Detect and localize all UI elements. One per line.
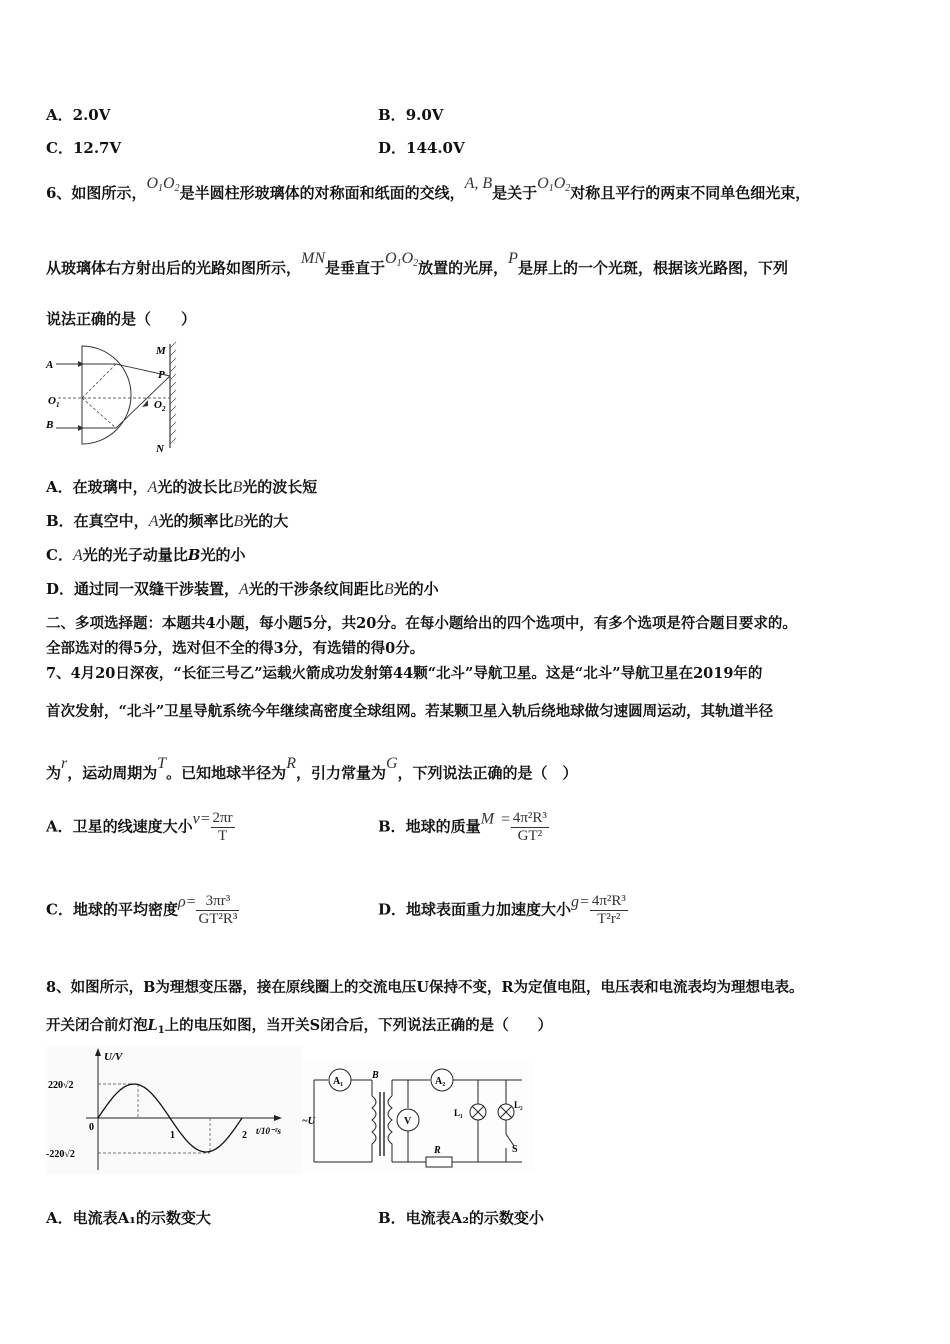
ray-b-out-arrow <box>142 400 148 407</box>
q6-option-d: D．通过同一双缝干涉装置，A光的干涉条纹间距比B光的小 <box>46 580 439 598</box>
graph-ylabel: U/V <box>104 1051 123 1063</box>
q8-voltage-graph <box>46 1046 302 1174</box>
normal-a <box>82 364 116 398</box>
q8-circuit <box>302 1062 534 1172</box>
resistor-r-label: R <box>434 1145 441 1156</box>
resistor-r <box>426 1157 452 1167</box>
q6-line-1: 6、如图所示，$O_1O_2$是半圆柱形玻璃体的对称面和纸面的交线，A, B是关于$O_1O_2$对称且平行的两束不同单色细光束， <box>46 175 811 202</box>
lamp-l2-label: L₂ <box>514 1100 523 1110</box>
ray-a-arrow <box>78 361 84 367</box>
glass-semicircle <box>82 346 131 444</box>
q7-c-fraction: $\frac{\text{3πr³}}{\text{GT²R³}}$ <box>198 893 238 927</box>
q6-option-a: A．在玻璃中，A光的波长比B光的波长短 <box>46 478 318 496</box>
ammeter-a1-label: A₁ <box>333 1076 344 1087</box>
q6-line-2: 从玻璃体右方射出后的光路如图所示，MN是垂直于$O_1O_2$放置的光屏，P是屏上的一个光斑，根据该光路图，下列 <box>46 250 788 277</box>
graph-ytick-bottom: -220√2 <box>46 1149 75 1160</box>
q7-a-fraction: $\frac{2\pi r}{T}$ <box>212 810 233 844</box>
q7-line-2: 首次发射，“北斗”卫星导航系统今年继续高密度全球组网。若某颗卫星入轨后绕地球做匀速圆周运动，其轨道半径 <box>46 703 774 720</box>
q6-figure <box>44 340 190 458</box>
q5-option-b: B．9.0V <box>378 106 444 124</box>
q7-option-d: D．地球表面重力加速度大小g= $\frac{\text{4π²R³}}{\text{T²r²}}$ <box>378 893 626 927</box>
q6-label-o1: $O_1$ <box>48 395 60 409</box>
q6-line-3: 说法正确的是（ ） <box>46 310 197 328</box>
q6-label-p: P <box>158 369 165 381</box>
q6-label-a: A <box>46 359 54 371</box>
ammeter-a2-label: A₂ <box>435 1076 446 1087</box>
q6-label-o2: $O_2$ <box>154 399 166 413</box>
q8-line-1: 8、如图所示，B为理想变压器，接在原线圈上的交流电压U保持不变，R为定值电阻，电压表和电流表均为理想电表。 <box>46 979 804 996</box>
q6-label-n: N <box>156 443 164 455</box>
graph-xtick-2: 2 <box>242 1130 247 1141</box>
q6-label-b: B <box>46 419 54 431</box>
section2-line-2: 全部选对的得5分，选对但不全的得3分，有选错的得0分。 <box>46 640 425 657</box>
q8-line-2: 开关闭合前灯泡$L_1$上的电压如图，当开关S闭合后，下列说法正确的是（ ） <box>46 1017 553 1036</box>
voltmeter-v-label: V <box>404 1116 412 1127</box>
graph-xlabel: t/10⁻²s <box>256 1126 281 1136</box>
screen-hatching <box>170 342 176 444</box>
lamp-l1-label: L₁ <box>454 1108 463 1118</box>
q6-option-c: C．A光的光子动量比B光的小 <box>46 546 246 564</box>
q6-label-m: M <box>156 345 166 357</box>
q8-option-b: B．电流表A₂的示数变小 <box>378 1209 544 1227</box>
graph-xtick-0: 0 <box>89 1122 94 1133</box>
q7-b-fraction: $\frac{\text{4π²R³}}{\text{GT²}}$ <box>512 810 547 844</box>
q5-option-c: C．12.7V <box>46 139 122 157</box>
q6-option-b: B．在真空中，A光的频率比B光的大 <box>46 512 289 530</box>
q7-d-fraction: $\frac{\text{4π²R³}}{\text{T²r²}}$ <box>591 893 626 927</box>
switch-s-label: S <box>512 1144 518 1155</box>
q5-option-a: A．2.0V <box>46 106 111 124</box>
ray-b-arrow <box>78 425 84 431</box>
q5-option-d: D．144.0V <box>378 139 465 157</box>
q8-option-a: A．电流表A₁的示数变大 <box>46 1209 211 1227</box>
q7-line-3: 为r，运动周期为T。已知地球半径为R，引力常量为G，下列说法正确的是（ ） <box>46 755 578 782</box>
q7-option-a: A．卫星的线速度大小v= $\frac{2\pi r}{T}$ <box>46 810 233 844</box>
graph-xtick-1: 1 <box>170 1130 175 1141</box>
q7-option-b: B．地球的质量M = $\frac{\text{4π²R³}}{\text{GT²}}$ <box>378 810 547 844</box>
graph-ytick-top: 220√2 <box>48 1080 74 1091</box>
section2-line-1: 二、多项选择题：本题共4小题，每小题5分，共20分。在每小题给出的四个选项中，有多个选项是符合题目要求的。 <box>46 615 797 632</box>
transformer-b-label: B <box>372 1070 379 1081</box>
normal-b <box>82 398 116 428</box>
source-u-label: ~U <box>302 1116 315 1127</box>
q7-line-1: 7、4月20日深夜，“长征三号乙”运载火箭成功发射第44颗“北斗”导航卫星。这是“北斗”导航卫星在2019年的 <box>46 665 763 682</box>
q7-option-c: C．地球的平均密度ρ= $\frac{\text{3πr³}}{\text{GT²R³}}$ <box>46 893 238 927</box>
